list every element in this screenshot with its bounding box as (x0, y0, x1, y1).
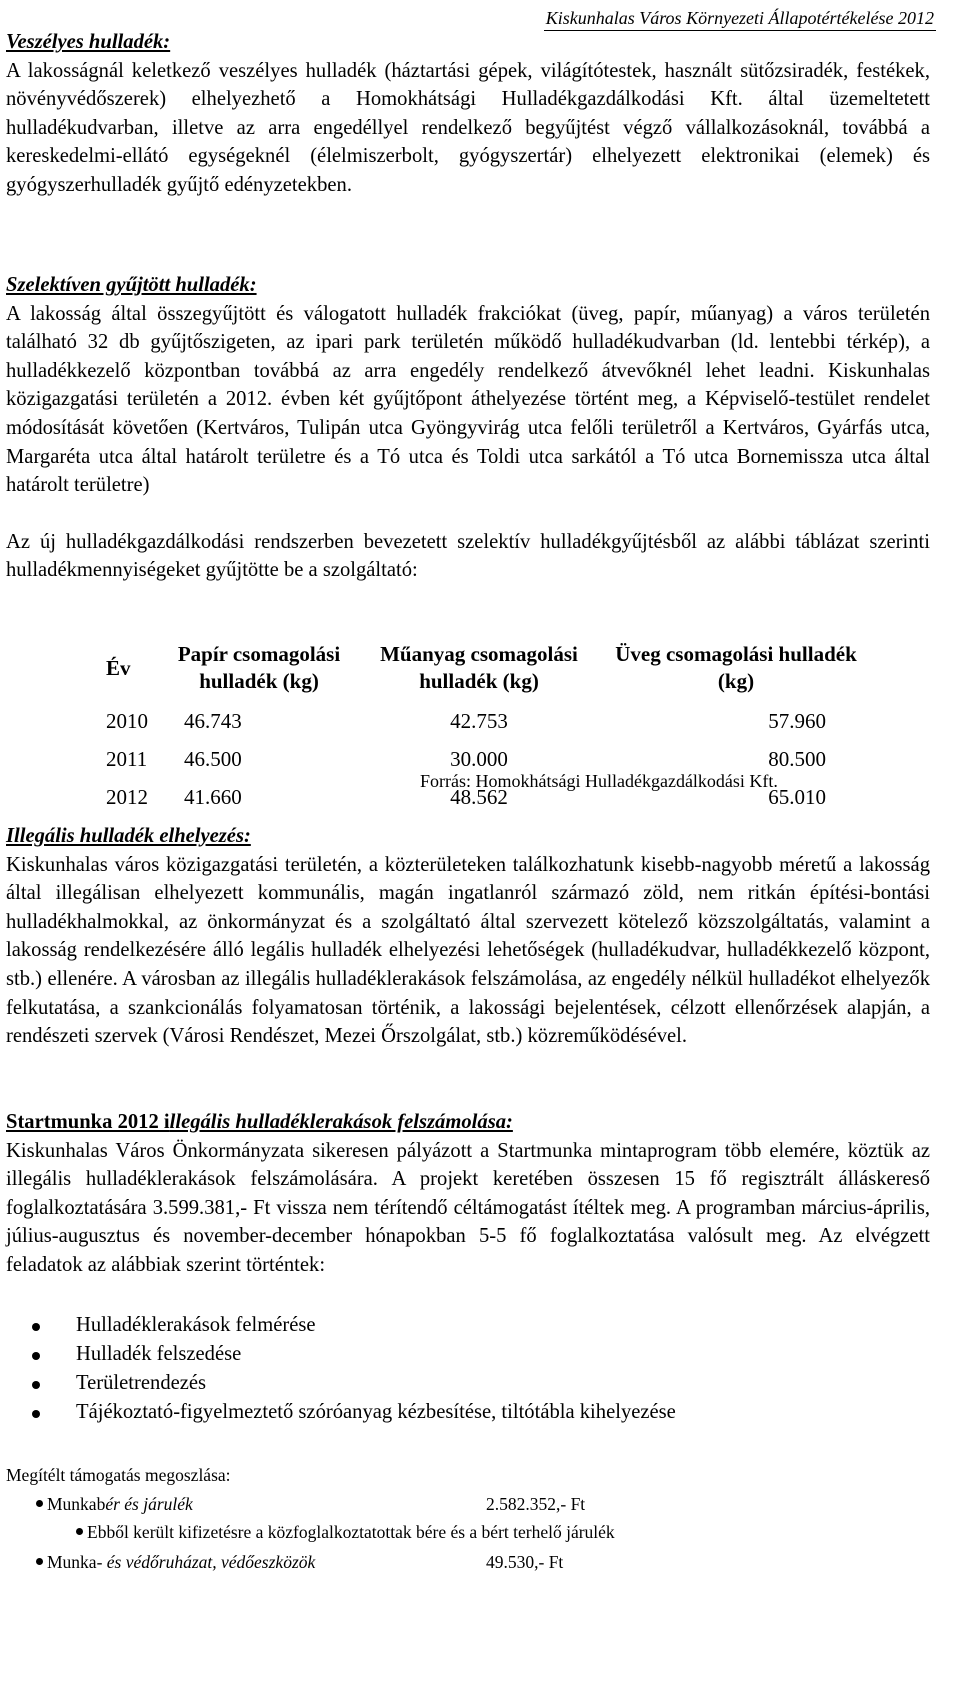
funding-row-1 (36, 1494, 193, 1515)
funding-label: Munka (47, 1552, 97, 1572)
list-item (6, 1340, 676, 1369)
table-header-row (106, 637, 868, 701)
list-item (6, 1398, 676, 1427)
table-cell: 48.562 (450, 785, 508, 809)
section-startmunka (6, 1108, 930, 1280)
table-source: Forrás: Homokhátsági Hulladékgazdálkodási Kft. (420, 771, 778, 791)
funding-label: Ebből került kifizetésre a közfoglalkoztatottak bére és a bért terhelő járulék (87, 1522, 615, 1542)
table-cell: 30.000 (450, 747, 508, 771)
list-item-text: Területrendezés (76, 1372, 207, 1394)
bullet-icon (76, 1528, 83, 1535)
table-cell: 57.960 (768, 709, 826, 733)
selective-paragraph: A lakosság által összegyűjtött és válogatott hulladék frakciókat (üveg, papír, műanyag) a város területén található 32 db gyűjtőszigeten, az ipari park területén működő hulladékudvarban (ld. lentebbi térkép), a hulladékkezelő központban továbbá az arra engedély rendelkező átvevőknél lehet leadni. Kiskunhalas közigazgatási területén a 2012. évben két gyűjtőpont áthelyezése történt meg, a Képviselő-testület rendelet módosítását követően (Kertváros, Tulipán utca Gyöngyvirág utca felőli területről a Kertváros, Gyárfás utca, Margaréta utca által határolt területre és a Tó utca és Toldi utca sarkától a Tó utca Bornemissza utca által határolt területre) (6, 302, 930, 497)
bullet-icon (32, 1323, 40, 1331)
list-item-text: Hulladéklerakások felmérése (76, 1314, 316, 1336)
title-part: Startmunka 2012 i (6, 1111, 170, 1133)
table-cell: 80.500 (768, 747, 826, 771)
table-cell: 41.660 (184, 785, 242, 809)
funding-row-3 (36, 1552, 315, 1573)
bullet-icon (36, 1500, 43, 1507)
funding-label: ér és járulék (105, 1494, 193, 1514)
bullet-icon (32, 1352, 40, 1360)
list-item (6, 1369, 676, 1398)
funding-label: Munkab (47, 1494, 106, 1514)
funding-value-3: 49.530,- Ft (486, 1552, 564, 1572)
list-item-text: Hulladék felszedése (76, 1343, 242, 1365)
funding-title: Megítélt támogatás megoszlása: (6, 1465, 231, 1485)
task-list (6, 1311, 676, 1427)
table-cell: 46.500 (184, 747, 242, 771)
bullet-icon (36, 1558, 43, 1565)
section-title-selective: Szelektíven gyűjtött hulladék: (6, 274, 257, 296)
table-header-plastic: Műanyag csomagolási hulladék (kg) (380, 642, 578, 693)
table-cell: 2011 (106, 747, 148, 771)
bullet-icon (32, 1410, 40, 1418)
list-item-text: Tájékoztató-figyelmeztető szóróanyag kézbesítése, tiltótábla kihelyezése (76, 1401, 676, 1423)
table-cell: 2012 (106, 785, 148, 809)
table-header-glass: Üveg csomagolási hulladék (kg) (615, 642, 857, 693)
table-header-paper: Papír csomagolási hulladék (kg) (177, 642, 341, 693)
startmunka-paragraph: Kiskunhalas Város Önkormányzata sikeresen pályázott a Startmunka mintaprogram több elemére, köztük az illegális hulladéklerakások felszámolására. A projekt keretében összesen 15 fő regisztrált álláskereső foglalkoztatására 3.599.381,- Ft vissza nem térítendő céltámogatást ítéltek meg. A programban március-április, július-augusztus és november-december hónapokban 5-5 fő foglalkoztatása valósult meg. Az elvégzett feladatok az alábbiak szerint történtek: (6, 1139, 930, 1276)
section-title-startmunka (6, 1108, 930, 1137)
funding-row-2 (76, 1522, 615, 1543)
hazardous-paragraph: A lakosságnál keletkező veszélyes hulladék (háztartási gépek, világítótestek, használt sütőzsiradék, festékek, növényvédőszerek) elhelyezhető a Homokhátsági Hulladékgazdálkodási Kft. által üzemeltetett hulladékudvarban, illetve az arra engedéllyel rendelkező begyűjtést végző vállalkozásoknál, továbbá a kereskedelmi-ellátó egységeknél (élelmiszerbolt, gyógyszertár) elhelyezett elektronikai (elemek) és gyógyszerhulladék gyűjtő edényzetekben. (6, 59, 930, 196)
section-title-illegal: Illegális hulladék elhelyezés: (6, 825, 251, 847)
list-item (6, 1311, 676, 1340)
section-illegal (6, 822, 930, 1051)
funding-label: - és védőruházat, védőeszközök (96, 1552, 316, 1572)
section-selective (6, 271, 930, 585)
table-cell: 46.743 (184, 709, 242, 733)
table-cell: 2010 (106, 709, 148, 733)
funding-value-1: 2.582.352,- Ft (486, 1494, 586, 1514)
table-cell: 65.010 (768, 785, 826, 809)
table-row (106, 701, 868, 739)
title-part: llegális hulladéklerakások felszámolása: (169, 1111, 513, 1133)
bullet-icon (32, 1381, 40, 1389)
section-title-hazardous: Veszélyes hulladék: (6, 31, 171, 53)
table-header-year: Év (106, 655, 131, 680)
page-header: Kiskunhalas Város Környezeti Állapotértékelése 2012 (544, 8, 936, 31)
section-hazardous (6, 28, 930, 200)
selective-paragraph-2: Az új hulladékgazdálkodási rendszerben bevezetett szelektív hulladékgyűjtésből az alábbi táblázat szerinti hulladékmennyiségeket gyűjtötte be a szolgáltató: (6, 530, 930, 582)
table-cell: 42.753 (450, 709, 508, 733)
illegal-paragraph: Kiskunhalas város közigazgatási területén, a közterületeken találkozhatunk kisebb-nagyobb méretű a lakosság által illegálisan elhelyezett kommunális, magán ingatlanról származó zöld, nem ritkán építési-bontási hulladékhalmokkal, az önkormányzat és a szolgáltató által szervezett kötelező közszolgáltatás, valamint a lakosság rendelkezésére álló legális hulladék elhelyezési lehetőségek (hulladékudvar, hulladékkezelő központ, stb.) ellenére. A városban az illegális hulladéklerakások felszámolása, az engedély nélkül hulladékot elhelyezők felkutatása, a szankcionálás folyamatosan történik, a lakossági bejelentések, célzott ellenőrzések alapján, a rendészeti szervek (Városi Rendészet, Mezei Őrszolgálat, stb.) közreműködésével. (6, 853, 930, 1048)
